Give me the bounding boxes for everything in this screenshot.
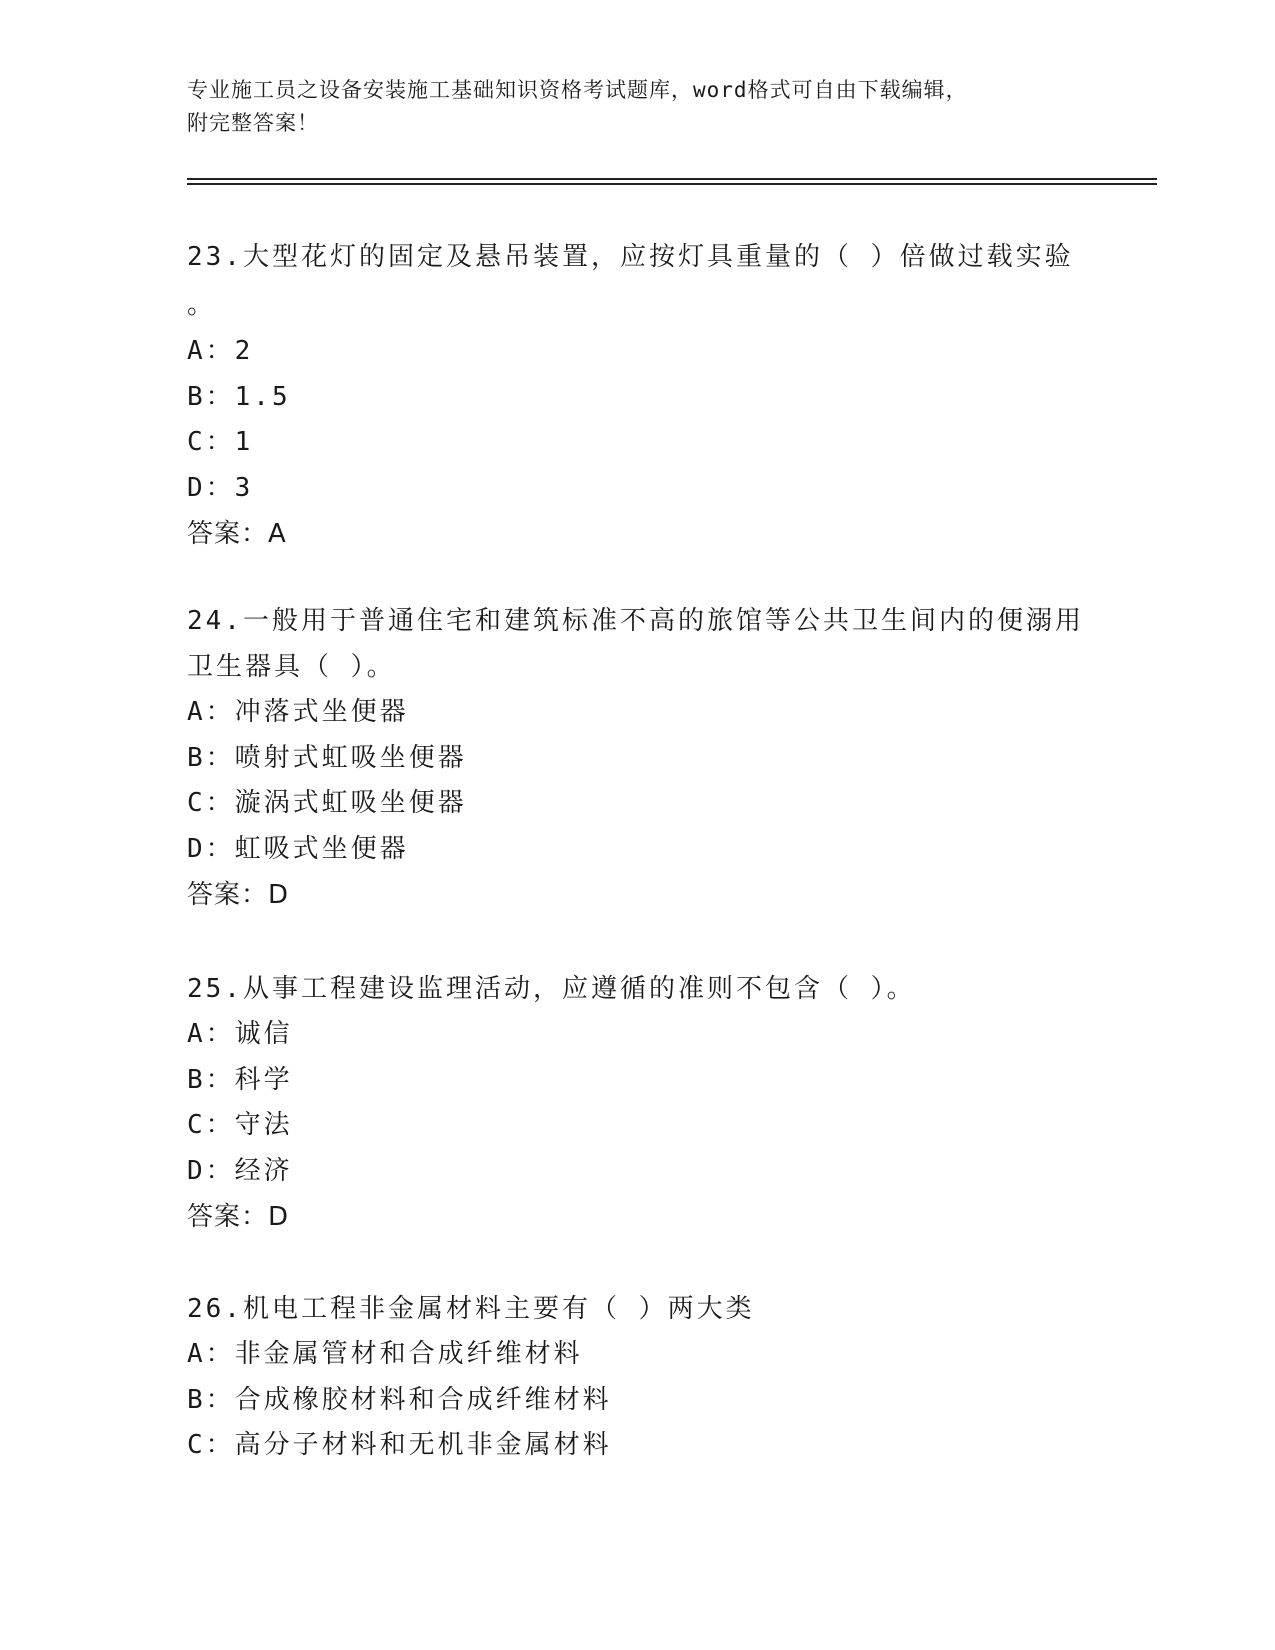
option-text: 非金属管材和合成纤维材料 xyxy=(234,1339,583,1369)
option-a xyxy=(187,690,1087,736)
option-b xyxy=(187,1378,1087,1424)
option-text: 科学 xyxy=(234,1064,293,1095)
question-stem: 26.机电工程非金属材料主要有（ ）两大类 xyxy=(187,1294,755,1324)
header-divider-top xyxy=(187,178,1157,180)
question-stem: 25.从事工程建设监理活动，应遵循的准则不包含（ ）。 xyxy=(187,974,916,1004)
question-25 xyxy=(187,966,1087,1240)
option-a xyxy=(187,329,1087,375)
option-text: 3 xyxy=(234,472,254,503)
option-key: A： xyxy=(187,1019,235,1049)
question-24 xyxy=(187,598,1087,918)
option-key: A： xyxy=(187,697,235,727)
answer-label: 答案：D xyxy=(187,1202,290,1232)
header-line-2: 附完整答案！ xyxy=(187,111,319,135)
option-a xyxy=(187,1012,1087,1058)
question-26 xyxy=(187,1286,1087,1469)
option-key: B： xyxy=(187,381,235,412)
header-divider-bottom xyxy=(187,183,1157,185)
question-stem-continued: 卫生器具（ ）。 xyxy=(187,652,396,682)
answer-label: 答案：A xyxy=(187,519,287,549)
question-stem: 24.一般用于普通住宅和建筑标准不高的旅馆等公共卫生间内的便溺用 xyxy=(187,606,1084,636)
option-text: 虹吸式坐便器 xyxy=(234,833,409,864)
option-key: C： xyxy=(187,1110,235,1140)
option-key: B： xyxy=(187,1384,235,1415)
option-text: 经济 xyxy=(234,1155,293,1186)
option-key: D： xyxy=(187,1155,235,1186)
option-text: 冲落式坐便器 xyxy=(234,697,409,727)
option-b xyxy=(187,736,1087,782)
option-key: C： xyxy=(187,427,235,457)
option-c xyxy=(187,1103,1087,1149)
option-text: 漩涡式虹吸坐便器 xyxy=(234,788,467,818)
document-header xyxy=(187,74,1087,140)
option-key: D： xyxy=(187,472,235,503)
question-stem-continued: 。 xyxy=(187,290,217,320)
option-text: 守法 xyxy=(234,1110,293,1140)
question-stem: 23.大型花灯的固定及悬吊装置，应按灯具重量的（ ）倍做过载实验 xyxy=(187,242,1074,272)
option-text: 合成橡胶材料和合成纤维材料 xyxy=(234,1384,612,1415)
option-text: 高分子材料和无机非金属材料 xyxy=(234,1430,612,1460)
option-key: B： xyxy=(187,742,235,773)
option-b xyxy=(187,375,1087,421)
option-key: A： xyxy=(187,336,235,366)
option-c xyxy=(187,420,1087,466)
option-key: C： xyxy=(187,788,235,818)
option-key: B： xyxy=(187,1064,235,1095)
option-text: 1.5 xyxy=(234,381,291,412)
answer-label: 答案：D xyxy=(187,880,290,910)
option-b xyxy=(187,1058,1087,1104)
option-d xyxy=(187,827,1087,873)
header-line-1: 专业施工员之设备安装施工基础知识资格考试题库，word格式可自由下载编辑， xyxy=(187,78,968,102)
question-23 xyxy=(187,233,1087,557)
option-key: D： xyxy=(187,833,235,864)
option-d xyxy=(187,466,1087,512)
option-text: 诚信 xyxy=(234,1019,293,1049)
option-key: A： xyxy=(187,1339,235,1369)
option-a xyxy=(187,1332,1087,1378)
option-text: 喷射式虹吸坐便器 xyxy=(234,742,467,773)
option-text: 1 xyxy=(234,427,254,457)
option-key: C： xyxy=(187,1430,235,1460)
option-c xyxy=(187,1423,1087,1469)
option-text: 2 xyxy=(234,336,254,366)
option-c xyxy=(187,781,1087,827)
option-d xyxy=(187,1149,1087,1195)
